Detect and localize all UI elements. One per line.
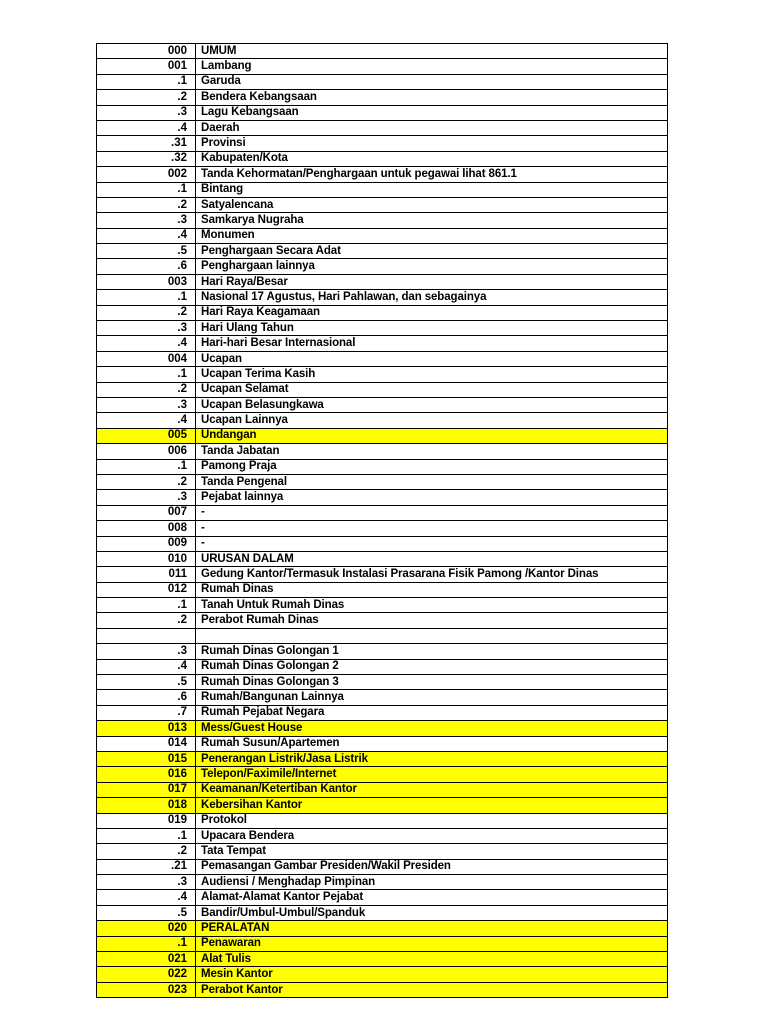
table-row	[97, 490, 668, 505]
table-row	[97, 875, 668, 890]
table-row	[97, 151, 668, 166]
table-row	[97, 628, 668, 643]
description-cell: Rumah Susun/Apartemen	[196, 736, 668, 751]
table-row	[97, 644, 668, 659]
description-cell: Rumah/Bangunan Lainnya	[196, 690, 668, 705]
code-cell: 013	[97, 721, 196, 736]
code-cell	[97, 628, 196, 643]
description-cell: Upacara Bendera	[196, 828, 668, 843]
code-cell: .1	[97, 74, 196, 89]
code-cell: .4	[97, 890, 196, 905]
description-cell: Protokol	[196, 813, 668, 828]
code-cell: 014	[97, 736, 196, 751]
description-cell: URUSAN DALAM	[196, 551, 668, 566]
description-cell: Keamanan/Ketertiban Kantor	[196, 782, 668, 797]
code-cell: .2	[97, 305, 196, 320]
table-row	[97, 74, 668, 89]
table-row	[97, 428, 668, 443]
code-cell: .4	[97, 659, 196, 674]
code-cell: 009	[97, 536, 196, 551]
code-cell: .4	[97, 336, 196, 351]
code-cell: .2	[97, 382, 196, 397]
code-cell: .5	[97, 675, 196, 690]
table-row	[97, 351, 668, 366]
code-cell: 016	[97, 767, 196, 782]
code-cell: .5	[97, 244, 196, 259]
description-cell: Audiensi / Menghadap Pimpinan	[196, 875, 668, 890]
code-cell: 019	[97, 813, 196, 828]
description-cell: -	[196, 521, 668, 536]
table-row	[97, 582, 668, 597]
table-row	[97, 459, 668, 474]
code-cell: .31	[97, 136, 196, 151]
description-cell: Nasional 17 Agustus, Hari Pahlawan, dan sebagainya	[196, 290, 668, 305]
description-cell: Daerah	[196, 120, 668, 135]
description-cell: Bintang	[196, 182, 668, 197]
table-row	[97, 505, 668, 520]
code-cell: 015	[97, 751, 196, 766]
code-cell: .3	[97, 875, 196, 890]
code-cell: .1	[97, 598, 196, 613]
table-row	[97, 59, 668, 74]
description-cell: Gedung Kantor/Termasuk Instalasi Prasarana Fisik Pamong /Kantor Dinas	[196, 567, 668, 582]
table-row	[97, 521, 668, 536]
code-cell: .2	[97, 844, 196, 859]
table-row	[97, 167, 668, 182]
table-row	[97, 444, 668, 459]
code-cell: .3	[97, 321, 196, 336]
description-cell: Tata Tempat	[196, 844, 668, 859]
code-cell: 007	[97, 505, 196, 520]
description-cell: Perabot Kantor	[196, 982, 668, 997]
code-cell: .6	[97, 259, 196, 274]
code-cell: .1	[97, 367, 196, 382]
table-row	[97, 952, 668, 967]
table-row	[97, 105, 668, 120]
code-cell: .32	[97, 151, 196, 166]
description-cell	[196, 628, 668, 643]
table-row	[97, 936, 668, 951]
table-body	[97, 44, 668, 998]
table-row	[97, 244, 668, 259]
description-cell: Tanda Jabatan	[196, 444, 668, 459]
code-cell: 010	[97, 551, 196, 566]
description-cell: Monumen	[196, 228, 668, 243]
description-cell: Ucapan Belasungkawa	[196, 397, 668, 412]
table-row	[97, 844, 668, 859]
description-cell: Ucapan Selamat	[196, 382, 668, 397]
table-row	[97, 736, 668, 751]
table-row	[97, 905, 668, 920]
code-cell: .2	[97, 474, 196, 489]
description-cell: Garuda	[196, 74, 668, 89]
code-cell: 004	[97, 351, 196, 366]
description-cell: Tanah Untuk Rumah Dinas	[196, 598, 668, 613]
code-cell: 011	[97, 567, 196, 582]
description-cell: Hari Raya Keagamaan	[196, 305, 668, 320]
table-row	[97, 659, 668, 674]
table-row	[97, 767, 668, 782]
table-row	[97, 551, 668, 566]
code-cell: 006	[97, 444, 196, 459]
code-cell: .4	[97, 120, 196, 135]
code-cell: 017	[97, 782, 196, 797]
table-row	[97, 321, 668, 336]
table-row	[97, 690, 668, 705]
description-cell: Rumah Dinas Golongan 1	[196, 644, 668, 659]
description-cell: Rumah Pejabat Negara	[196, 705, 668, 720]
code-cell: 003	[97, 274, 196, 289]
code-cell: 023	[97, 982, 196, 997]
description-cell: Bendera Kebangsaan	[196, 90, 668, 105]
code-cell: .3	[97, 105, 196, 120]
description-cell: Hari-hari Besar Internasional	[196, 336, 668, 351]
table-row	[97, 982, 668, 997]
description-cell: -	[196, 536, 668, 551]
code-cell: .1	[97, 459, 196, 474]
description-cell: Samkarya Nugraha	[196, 213, 668, 228]
code-cell: 012	[97, 582, 196, 597]
description-cell: Bandir/Umbul-Umbul/Spanduk	[196, 905, 668, 920]
table-row	[97, 613, 668, 628]
description-cell: PERALATAN	[196, 921, 668, 936]
description-cell: Lagu Kebangsaan	[196, 105, 668, 120]
code-cell: .1	[97, 182, 196, 197]
table-row	[97, 598, 668, 613]
table-row	[97, 705, 668, 720]
table-row	[97, 213, 668, 228]
description-cell: Hari Ulang Tahun	[196, 321, 668, 336]
code-cell: 021	[97, 952, 196, 967]
description-cell: Tanda Kehormatan/Penghargaan untuk pegawai lihat 861.1	[196, 167, 668, 182]
table-row	[97, 197, 668, 212]
description-cell: -	[196, 505, 668, 520]
table-row	[97, 382, 668, 397]
description-cell: Ucapan	[196, 351, 668, 366]
table-row	[97, 120, 668, 135]
description-cell: Kebersihan Kantor	[196, 798, 668, 813]
table-row	[97, 798, 668, 813]
description-cell: Rumah Dinas	[196, 582, 668, 597]
description-cell: Alat Tulis	[196, 952, 668, 967]
description-cell: Pemasangan Gambar Presiden/Wakil Presiden	[196, 859, 668, 874]
description-cell: Rumah Dinas Golongan 2	[196, 659, 668, 674]
description-cell: Pejabat lainnya	[196, 490, 668, 505]
table-row	[97, 536, 668, 551]
description-cell: Penghargaan Secara Adat	[196, 244, 668, 259]
description-cell: Rumah Dinas Golongan 3	[196, 675, 668, 690]
table-row	[97, 136, 668, 151]
code-cell: .7	[97, 705, 196, 720]
code-cell: .1	[97, 290, 196, 305]
description-cell: Ucapan Terima Kasih	[196, 367, 668, 382]
table-row	[97, 290, 668, 305]
table-row	[97, 274, 668, 289]
description-cell: Hari Raya/Besar	[196, 274, 668, 289]
code-cell: 022	[97, 967, 196, 982]
description-cell: Pamong Praja	[196, 459, 668, 474]
description-cell: Kabupaten/Kota	[196, 151, 668, 166]
description-cell: Alamat-Alamat Kantor Pejabat	[196, 890, 668, 905]
table-row	[97, 967, 668, 982]
description-cell: Lambang	[196, 59, 668, 74]
code-cell: .2	[97, 197, 196, 212]
description-cell: Tanda Pengenal	[196, 474, 668, 489]
table-row	[97, 228, 668, 243]
description-cell: Mesin Kantor	[196, 967, 668, 982]
description-cell: Ucapan Lainnya	[196, 413, 668, 428]
table-row	[97, 675, 668, 690]
code-cell: .3	[97, 213, 196, 228]
table-row	[97, 90, 668, 105]
table-row	[97, 567, 668, 582]
table-row	[97, 890, 668, 905]
code-cell: .4	[97, 413, 196, 428]
table-row	[97, 413, 668, 428]
description-cell: Penerangan Listrik/Jasa Listrik	[196, 751, 668, 766]
description-cell: UMUM	[196, 44, 668, 59]
code-cell: .2	[97, 90, 196, 105]
code-cell: 020	[97, 921, 196, 936]
table-row	[97, 721, 668, 736]
code-cell: .3	[97, 490, 196, 505]
table-row	[97, 182, 668, 197]
description-cell: Penghargaan lainnya	[196, 259, 668, 274]
code-cell: 018	[97, 798, 196, 813]
description-cell: Satyalencana	[196, 197, 668, 212]
table-row	[97, 859, 668, 874]
table-row	[97, 751, 668, 766]
code-cell: .3	[97, 644, 196, 659]
description-cell: Undangan	[196, 428, 668, 443]
code-cell: .5	[97, 905, 196, 920]
table-row	[97, 367, 668, 382]
description-cell: Provinsi	[196, 136, 668, 151]
table-row	[97, 44, 668, 59]
code-cell: .3	[97, 397, 196, 412]
code-cell: .4	[97, 228, 196, 243]
description-cell: Mess/Guest House	[196, 721, 668, 736]
table-row	[97, 474, 668, 489]
table-row	[97, 813, 668, 828]
code-cell: .2	[97, 613, 196, 628]
description-cell: Perabot Rumah Dinas	[196, 613, 668, 628]
code-cell: .6	[97, 690, 196, 705]
code-cell: 005	[97, 428, 196, 443]
table-row	[97, 305, 668, 320]
code-cell: 001	[97, 59, 196, 74]
table-row	[97, 921, 668, 936]
description-cell: Penawaran	[196, 936, 668, 951]
table-row	[97, 259, 668, 274]
code-cell: .1	[97, 936, 196, 951]
classification-code-table	[96, 43, 668, 998]
code-cell: 002	[97, 167, 196, 182]
table-row	[97, 782, 668, 797]
code-cell: 008	[97, 521, 196, 536]
description-cell: Telepon/Faximile/Internet	[196, 767, 668, 782]
code-cell: 000	[97, 44, 196, 59]
table-row	[97, 336, 668, 351]
table-row	[97, 397, 668, 412]
code-cell: .1	[97, 828, 196, 843]
code-cell: .21	[97, 859, 196, 874]
table-row	[97, 828, 668, 843]
